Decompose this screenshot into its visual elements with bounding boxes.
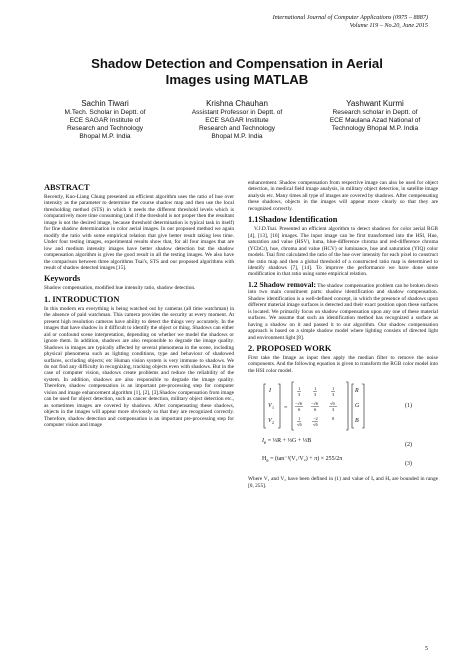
abstract-heading: ABSTRACT [44,183,90,192]
svg-text:3: 3 [332,407,335,413]
author-affiliation-line: Research and Technology [198,124,276,132]
equation-3-rhs: = (tan⁻¹(V₁/V₂) + π) × 255/2π [268,456,343,463]
equation-3 [248,456,438,472]
svg-text:3: 3 [314,392,317,398]
svg-text:√6: √6 [297,422,302,428]
author-block [40,98,440,158]
section-1-2-paragraph [248,279,438,341]
left-column [44,180,234,429]
svg-text:1: 1 [314,386,317,392]
title-line-1: Shadow Detection and Compensation in Aerial [91,56,383,71]
equation-3-body [262,456,342,466]
svg-text:√6: √6 [313,422,318,428]
svg-text:B: B [355,418,359,425]
svg-text:3: 3 [332,392,335,398]
svg-text:1: 1 [332,386,335,392]
author-1 [40,98,170,141]
svg-text:−√6: −√6 [295,401,303,407]
svg-text:√6: √6 [330,401,335,407]
author-affiliation-line: Research scholar in Deptt. of [332,109,418,116]
svg-text:V: V [268,418,272,425]
equation-3-lhs: H [262,456,267,463]
title-line-2: Images using MATLAB [165,72,309,87]
svg-text:−2: −2 [313,416,318,422]
equation-2 [248,438,438,452]
svg-text:3: 3 [298,392,301,398]
author-3 [310,98,440,133]
paper-title [0,56,474,88]
svg-text:0: 0 [332,416,335,422]
keywords-heading: Keywords [44,274,81,284]
section-1-1-heading: 1.1Shadow Identification [248,215,338,225]
author-affiliation-line: Technology Bhopal M.P. India [331,124,419,132]
svg-text:=: = [284,405,288,412]
equation-1-matrix [262,378,372,434]
svg-text:2: 2 [272,420,274,426]
svg-text:1: 1 [298,416,301,422]
equation-2-lhs: I [262,438,264,445]
svg-text:R: R [355,388,359,395]
introduction-heading: 1. INTRODUCTION [44,294,120,304]
author-affiliation-line: Bhopal M.P. India [211,132,263,140]
equation-note: Where V₁ and V₂ have been defined in (1) and value of Iₑ and Hₑ are bounded in range [0, 255]. [248,476,438,489]
author-2 [172,98,302,141]
equation-2-rhs: = ⅓R + ⅓G + ⅓B [266,438,312,445]
author-affiliation-line: ECE SAGAR Institute of [69,116,141,124]
svg-text:1: 1 [272,405,274,411]
right-column [248,180,438,489]
svg-text:G: G [355,403,360,410]
introduction-paragraph: In this modern era everything is being watched out by cameras (all time watchman) in the absence of paid watchman. This camera provides the security at every moment. At present high resolution cameras have ability to detect the things very accurately. In the images that have shadow in it difficult to identify the object or thing. Shadows can either aid or confound scene interpretation, depending on whether we model the shadows or ignore them. In addition, shadows are also responsible to degrade the image quality. Shadows in images are typically affected by several phenomena in the scene, including physical phenomena such as lighting conditions, type and behaviour of shadowed surfaces, occluding objects; etc Human vision system is very immune to shadows. We do not find any difficulty in recognizing, tracking objects even with shadows. But in the case of computer vision, shadows create problems and reduce the reliability of the system. In addition, shadows are also responsible to degrade the image quality. Therefore, shadow compensation is an important pre-processing step for computer vision and image enhancement algorithm [1], [2], [3].Shadow compensation from image can be used for object detection, such as cancer detection, military object detection etc., as sometimes images are covered by shadows. After compensating these shadows, objects in the images will appear more obviously so that they are recognized correctly. Therefore, shadow detection and compensation is an important pre-processing step for computer vision and image [44,305,234,429]
author-affiliation-line: Research and Technology [66,124,144,132]
section-2-heading: 2. PROPOSED WORK [248,343,332,353]
section-1-2-text: The shadow compensation problem can be broken down into two main constituent parts: shadow identification and shadow compensation. Shadow identification is a well-defined concept, in which the presence of shadows upon different material image surfaces is detected and their exact position upon these surfaces is located. We primarily focus on shadow compensation upon any one of these material surfaces. We assume that such an identification method has recognized a surface as having a shadow on it and passed it to our algorithm. Our shadow compensation approach is based on a simple shadow model where lighting consists of directed light and environment light [8]. [248,282,438,341]
equation-1 [248,378,438,434]
author-affiliation-line: ECE Maulana Azad National of [329,116,421,124]
section-1-1-text: V.J.D.Tsai. Presented an efficient algorithm to detect shadows for color aerial RGB [4], [13], [16] images. The input image can be first transformed into the HSI, Hue, saturation and value (HSV), luma, blue-difference chroma and red-difference chroma (YCbCr), hue, chroma and value (HCV) or luminance, hue and saturation (YIQ) color models. Tsai first calculated the ratio of the hue over intensity for each pixel to construct the ratio map and then a global threshold of a constructed ratio map is determined to identify shadows [7], [14]. To improve the performance we have done some modification in that ratio using some empirical relation. [248,226,438,278]
section-2-text: First take the Image as input then apply the median filter to remove the noise components. And the following equation is given to transform the RGB color model into the HSI color model. [248,354,438,374]
author-affiliation-line: Assistant Professor in Deptt. of [191,109,283,116]
section-1-2-heading: 1.2 Shadow removal: [248,279,317,289]
svg-text:I: I [269,388,271,395]
equation-3-number: (3) [405,461,412,468]
author-affiliation-line: Bhopal M.P. India [79,132,131,140]
author-name: Krishna Chauhan [206,99,268,108]
author-affiliation-line: M.Tech. Scholar in Deptt. of [64,109,146,116]
equation-2-number: (2) [405,442,412,449]
author-name: Yashwant Kurmi [346,99,404,108]
svg-text:−√6: −√6 [311,401,319,407]
equation-3-sub: e [266,459,269,465]
equation-2-body [262,438,311,448]
author-name: Sachin Tiwari [81,99,129,108]
svg-text:V: V [268,403,272,410]
abstract-text: Recently, Kuo-Liang Chung presented an efficient algorithm uses the ratio of hue over intensity as the parameter to determine the course shadow map and then use the local thresholding method (STS) in which it needs the different threshold levels which is comparatively more time consuming (and if the threshold is not proper then the resultant image is not the desired image, because threshold determination is typical task in itself) for fine shadow determination in color aerial images. In our proposed method we again modify the ratio with some empirical relation that give better result taking less time. Under four testing images, experimental results show that, for all four images that are low and medium intensity images have better shadow detection but the shadow compensation algorithm is gives the good result in all the testing images. We also have the comparison between three algorithms Tsai's, STS and our proposed algorithms with result of shadow detected images [15]. [44,194,234,271]
journal-name: International Journal of Computer Applications (0975 – 8887) [272,14,428,21]
page-number: 5 [425,646,428,652]
equation-2-sub: e [264,441,267,447]
svg-text:6: 6 [314,407,317,413]
journal-volume: Volume 119 – No.20, June 2015 [349,21,428,29]
author-affiliation-line: ECE SAGAR Institute [205,116,269,124]
svg-text:6: 6 [298,407,301,413]
journal-header [273,14,428,29]
equation-1-number: (1) [405,403,412,410]
svg-text:1: 1 [298,386,301,392]
introduction-continued: enhancement. Shadow compensation from respective image can also be used for object detection, in medical field image analysis, in military object detection, in satellite image analysis etc. Many times all type of images are covered by shadows. After compensating these shadows, objects in the images will appear more clearly so that they are recognized correctly. [248,180,438,212]
keywords-text: Shadow compensation, modified hue intensity ratio, shadow detection. [44,285,196,292]
